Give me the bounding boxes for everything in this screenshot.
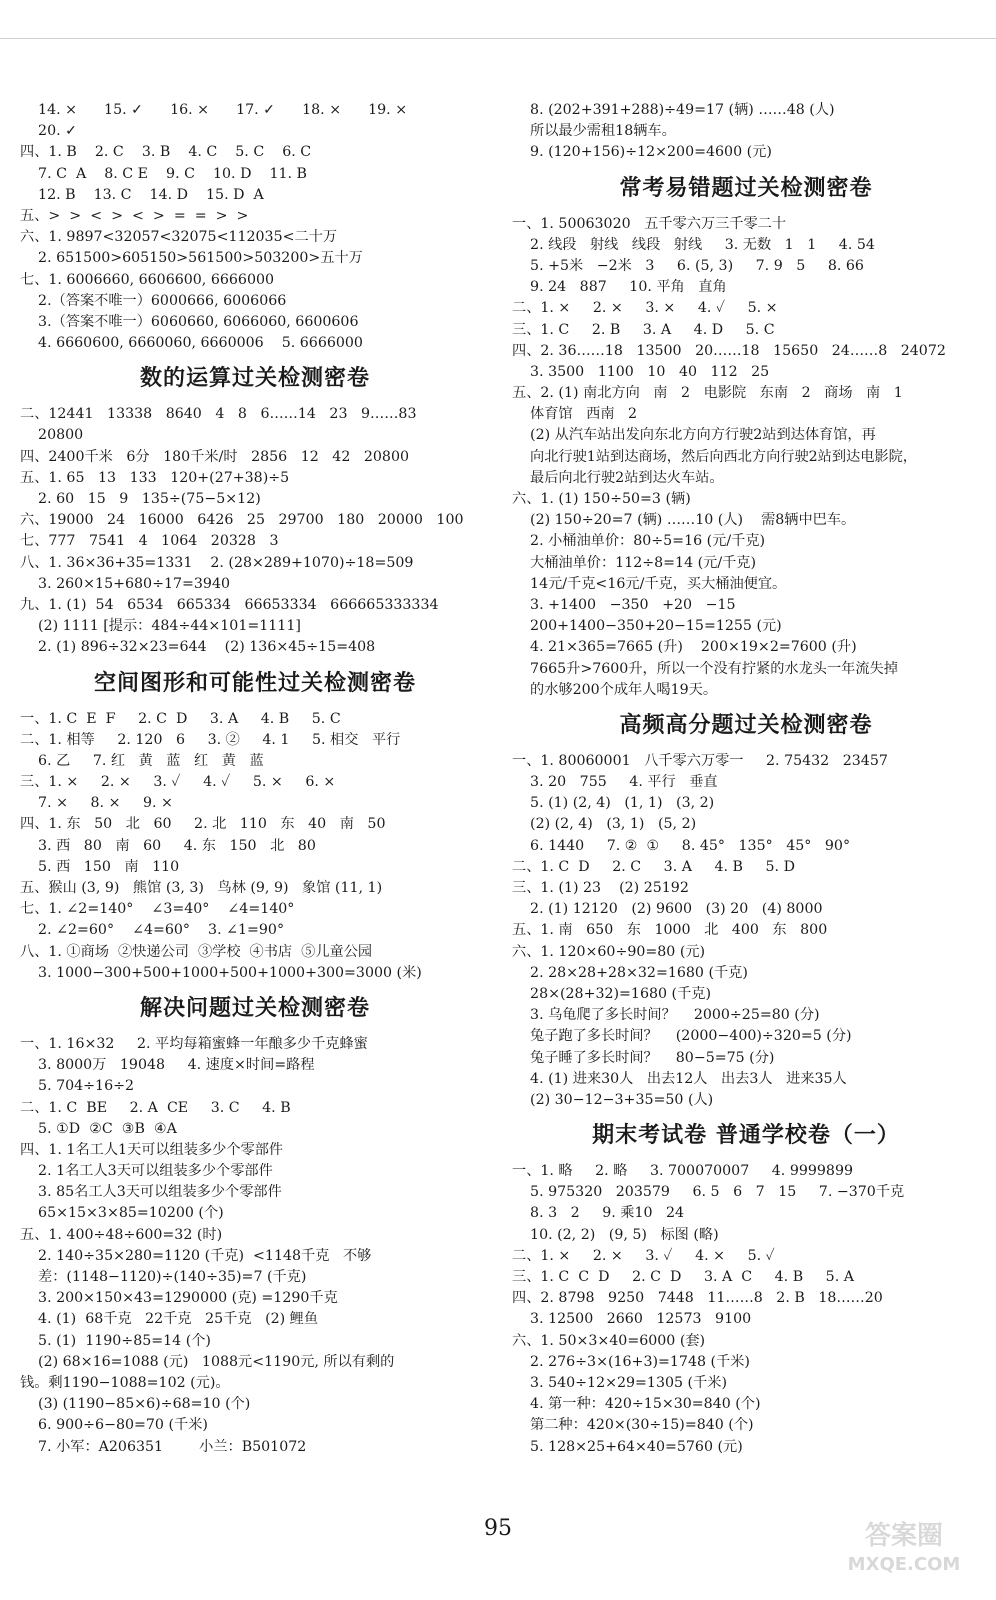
- answer-line: 2. 线段 射线 线段 射线 3. 无数 1 1 4. 54: [512, 236, 875, 253]
- watermark-text-top: 答案圈: [864, 1521, 944, 1551]
- answer-line: (2) (2, 4) (3, 1) (5, 2): [512, 816, 697, 833]
- answer-line: 3. +1400 −350 +20 −15: [512, 596, 736, 613]
- right-column: [512, 100, 980, 1458]
- answer-line: 2. (1) 12120 (2) 9600 (3) 20 (4) 8000: [512, 901, 823, 918]
- answer-line: 8. 3 2 9. 乘10 24: [512, 1205, 685, 1222]
- answer-line: 28×(28+32)=1680 (千克): [512, 985, 711, 1002]
- answer-line: (2) 从汽车站出发向东北方向方行驶2站到达体育馆，再: [512, 427, 876, 444]
- answer-line: (2) 68×16=1088 (元) 1088元<1190元, 所以有剩的: [20, 1353, 395, 1370]
- answer-line: 3. 1000−300+500+1000+500+1000+300=3000 (米): [20, 964, 422, 981]
- answer-line: 5. 128×25+64×40=5760 (元): [512, 1438, 743, 1455]
- answer-line: 3. 12500 2660 12573 9100: [512, 1311, 752, 1328]
- answer-line: (3) (1190−85×6)÷68=10 (个): [20, 1396, 251, 1413]
- answer-line: 三、1. × 2. × 3. ✓ 4. ✓ 5. × 6. ×: [20, 774, 336, 791]
- answer-line: 5. 975320 203579 6. 5 6 7 15 7. −370千克: [512, 1184, 905, 1201]
- answer-line: 5. +5米 −2米 3 6. (5, 3) 7. 9 5 8. 66: [512, 257, 864, 274]
- answer-line: 7. × 8. × 9. ×: [20, 795, 173, 812]
- answer-line: 10. (2, 2) (9, 5) 标图 (略): [512, 1226, 719, 1243]
- page-top-rule: [0, 38, 996, 39]
- answer-line: 四、1. 东 50 北 60 2. 北 110 东 40 南 50: [20, 816, 386, 833]
- answer-line: 3. 540÷12×29=1305 (千米): [512, 1374, 727, 1391]
- answer-line: 7665升>7600升，所以一个没有拧紧的水龙头一年流失掉: [512, 660, 898, 677]
- answer-line: 一、1. C E F 2. C D 3. A 4. B 5. C: [20, 710, 341, 727]
- answer-line: 四、2. 36……18 13500 20……18 15650 24……8 24072: [512, 342, 946, 359]
- answer-line: 所以最少需租18辆车。: [512, 123, 676, 140]
- answer-line: 2. 651500>605150>561500>503200>五十万: [20, 250, 363, 267]
- answer-line: 14元/千克<16元/千克，买大桶油便宜。: [512, 575, 787, 592]
- answer-line: 5. ①D ②C ③B ④A: [20, 1120, 177, 1137]
- answer-line: 65×15×3×85=10200 (个): [20, 1205, 224, 1222]
- answer-line: 六、19000 24 16000 6426 25 29700 180 20000 100: [20, 512, 464, 529]
- answer-line: 四、1. B 2. C 3. B 4. C 5. C 6. C: [20, 144, 312, 161]
- answer-line: 2. 28×28+28×32=1680 (千克): [512, 964, 748, 981]
- answer-line: 五、2. (1) 南北方向 南 2 电影院 东南 2 商场 南 1: [512, 385, 903, 402]
- answer-line: 4. (1) 68千克 22千克 25千克 (2) 鲤鱼: [20, 1311, 319, 1328]
- answer-line: 差：(1148−1120)÷(140÷35)=7 (千克): [20, 1269, 307, 1285]
- section-heading: 高频高分题过关检测密卷: [619, 712, 873, 738]
- answer-line: 第二种：420×(30÷15)=840 (个): [512, 1417, 754, 1434]
- left-column: [20, 100, 490, 1458]
- answer-line: 的水够200个成年人喝19天。: [512, 681, 718, 698]
- answer-line: 二、1. C D 2. C 3. A 4. B 5. D: [512, 858, 795, 875]
- answer-line: 兔子睡了多长时间？ 80−5=75 (分): [512, 1049, 775, 1066]
- answer-line: 六、1. 120×60÷90=80 (元): [512, 943, 706, 960]
- answer-line: 三、1. (1) 23 (2) 25192: [512, 880, 689, 896]
- answer-line: 200+1400−350+20−15=1255 (元): [512, 618, 782, 635]
- answer-line: 七、1. ∠2=140° ∠3=40° ∠4=140°: [20, 901, 295, 918]
- answer-line: 五、1. 南 650 东 1000 北 400 东 800: [512, 922, 828, 939]
- answer-line: 5. (1) (2, 4) (1, 1) (3, 2): [512, 795, 715, 812]
- answer-line: 6. 乙 7. 红 黄 蓝 红 黄 蓝: [20, 752, 264, 769]
- answer-line: 20800: [20, 427, 84, 444]
- answer-line: 2. 276÷3×(16+3)=1748 (千米): [512, 1353, 750, 1370]
- answer-line: 四、2. 8798 9250 7448 11……8 2. B 18……20: [512, 1290, 883, 1307]
- answer-line: 五、> > < > < > = = > >: [20, 207, 249, 224]
- answer-line: 一、1. 略 2. 略 3. 700070007 4. 9999899: [512, 1163, 854, 1180]
- answer-line: 体育馆 西南 2: [512, 406, 638, 423]
- section-heading: 期末考试卷 普通学校卷（一）: [592, 1123, 900, 1149]
- watermark-logo: [834, 1514, 974, 1578]
- answer-line: 12. B 13. C 14. D 15. D A: [20, 186, 264, 203]
- answer-line: 六、1. 50×3×40=6000 (套): [512, 1332, 706, 1349]
- answer-line: 一、1. 50063020 五千零六万三千零二十: [512, 215, 787, 232]
- answer-line: 7. C A 8. C E 9. C 10. D 11. B: [20, 165, 307, 182]
- answer-line: 2.（答案不唯一）6000666, 6006066: [20, 292, 287, 309]
- answer-line: 5. 704÷16÷2: [20, 1078, 135, 1095]
- answer-line: 兔子跑了多长时间？ (2000−400)÷320=5 (分): [512, 1028, 852, 1045]
- answer-line: 8. (202+391+288)÷49=17 (辆) ……48 (人): [512, 102, 835, 118]
- section-heading: 解决问题过关检测密卷: [139, 995, 370, 1021]
- answer-line: 4. (1) 进来30人 出去12人 出去3人 进来35人: [512, 1070, 847, 1087]
- answer-line: 六、1. (1) 150÷50=3 (辆): [512, 491, 691, 507]
- answer-line: 三、1. C 2. B 3. A 4. D 5. C: [512, 321, 775, 338]
- answer-line: 4. 21×365=7665 (升) 200×19×2=7600 (升): [512, 639, 857, 656]
- answer-line: 9. (120+156)÷12×200=4600 (元): [512, 144, 772, 161]
- answer-line: 3. 乌龟爬了多长时间？ 2000÷25=80 (分): [512, 1007, 820, 1024]
- answer-line: (2) 1111 [提示：484÷44×101=1111]: [20, 618, 301, 635]
- answer-line: 二、12441 13338 8640 4 8 6……14 23 9……83: [20, 406, 417, 423]
- answer-line: 五、1. 400÷48÷600=32 (时): [20, 1226, 223, 1243]
- answer-line: 4. 第一种：420÷15×30=840 (个): [512, 1396, 761, 1413]
- answer-line: 二、1. × 2. × 3. × 4. ✓ 5. ×: [512, 300, 778, 317]
- answer-line: 6. 900÷6−80=70 (千米): [20, 1417, 208, 1434]
- answer-line: 6. 1440 7. ② ① 8. 45° 135° 45° 90°: [512, 837, 851, 854]
- answer-line: 五、猴山 (3, 9) 熊馆 (3, 3) 鸟林 (9, 9) 象馆 (11, 1): [20, 880, 383, 896]
- answer-line: 3. 西 80 南 60 4. 东 150 北 80: [20, 837, 316, 854]
- answer-line: 3. 200×150×43=1290000 (克) =1290千克: [20, 1290, 338, 1307]
- answer-line: 2. 小桶油单价：80÷5=16 (元/千克): [512, 533, 766, 550]
- answer-line: 五、1. 65 13 133 120+(27+38)÷5: [20, 469, 290, 486]
- watermark-text-bottom: MXQE.COM: [847, 1554, 961, 1575]
- answer-line: (2) 30−12−3+35=50 (人): [512, 1091, 714, 1108]
- answer-line: 八、1. 36×36+35=1331 2. (28×289+1070)÷18=509: [20, 554, 414, 571]
- answer-line: 一、1. 16×32 2. 平均每箱蜜蜂一年酿多少千克蜂蜜: [20, 1035, 368, 1052]
- answer-line: 大桶油单价：112÷8=14 (元/千克): [512, 554, 757, 571]
- answer-line: 三、1. C C D 2. C D 3. A C 4. B 5. A: [512, 1269, 854, 1285]
- answer-line: 2. ∠2=60° ∠4=60° 3. ∠1=90°: [20, 922, 285, 939]
- answer-line: 四、1. 1名工人1天可以组装多少个零部件: [20, 1141, 284, 1158]
- answer-line: 20. ✓: [20, 123, 77, 140]
- answer-line: 二、1. C BE 2. A CE 3. C 4. B: [20, 1099, 291, 1116]
- answer-line: 2. 140÷35×280=1120 (千克) <1148千克 不够: [20, 1247, 372, 1264]
- answer-line: 四、2400千米 6分 180千米/时 2856 12 42 20800: [20, 448, 410, 465]
- answer-line: 八、1. ①商场 ②快递公司 ③学校 ④书店 ⑤儿童公园: [20, 943, 373, 960]
- answer-line: 3. 85名工人3天可以组装多少个零部件: [20, 1184, 282, 1201]
- answer-line: 二、1. 相等 2. 120 6 3. ② 4. 1 5. 相交 平行: [20, 731, 401, 748]
- answer-line: 二、1. × 2. × 3. ✓ 4. × 5. ✓: [512, 1247, 775, 1264]
- answer-line: 2. 1名工人3天可以组装多少个零部件: [20, 1163, 273, 1180]
- answer-line: 2. 60 15 9 135÷(75−5×12): [20, 491, 261, 507]
- answer-line: 3. 3500 1100 10 40 112 25: [512, 363, 770, 380]
- page-number: 95: [484, 1516, 512, 1541]
- section-heading: 数的运算过关检测密卷: [139, 366, 370, 392]
- section-heading: 空间图形和可能性过关检测密卷: [93, 670, 416, 696]
- answer-line: 钱。剩1190−1088=102 (元)。: [20, 1374, 230, 1391]
- answer-line: 七、1. 6006660, 6606600, 6666000: [20, 271, 275, 288]
- answer-line: 3. 260×15+680÷17=3940: [20, 575, 231, 592]
- answer-line: (2) 150÷20=7 (辆) ……10 (人) 需8辆中巴车。: [512, 512, 856, 529]
- answer-line: 最后向北行驶2站到达火车站。: [512, 469, 724, 486]
- answer-line: 九、1. (1) 54 6534 665334 66653334 666665333334: [20, 596, 439, 613]
- answer-line: 六、1. 9897<32057<32075<112035<二十万: [20, 229, 338, 246]
- answer-line: 4. 6660600, 6660060, 6660006 5. 6666000: [20, 335, 363, 352]
- answer-line: 5. 西 150 南 110: [20, 858, 180, 875]
- answer-line: 7. 小军：A206351 小兰：B501072: [20, 1438, 307, 1455]
- answer-line: 3. 8000万 19048 4. 速度×时间=路程: [20, 1057, 315, 1074]
- section-heading: 常考易错题过关检测密卷: [619, 175, 873, 201]
- answer-line: 5. (1) 1190÷85=14 (个): [20, 1332, 211, 1349]
- answer-line: 9. 24 887 10. 平角 直角: [512, 279, 727, 296]
- answer-line: 向北行驶1站到达商场，然后向西北方向行驶2站到达电影院，: [512, 448, 917, 465]
- answer-line: 七、777 7541 4 1064 20328 3: [20, 533, 279, 550]
- answer-line: 3. 20 755 4. 平行 垂直: [512, 774, 718, 791]
- answer-line: 2. (1) 896÷32×23=644 (2) 136×45÷15=408: [20, 639, 376, 656]
- answer-line: 3.（答案不唯一）6060660, 6066060, 6600606: [20, 313, 359, 330]
- answer-line: 一、1. 80060001 八千零六万零一 2. 75432 23457: [512, 752, 888, 769]
- answer-line: 14. × 15. ✓ 16. × 17. ✓ 18. × 19. ×: [20, 102, 408, 118]
